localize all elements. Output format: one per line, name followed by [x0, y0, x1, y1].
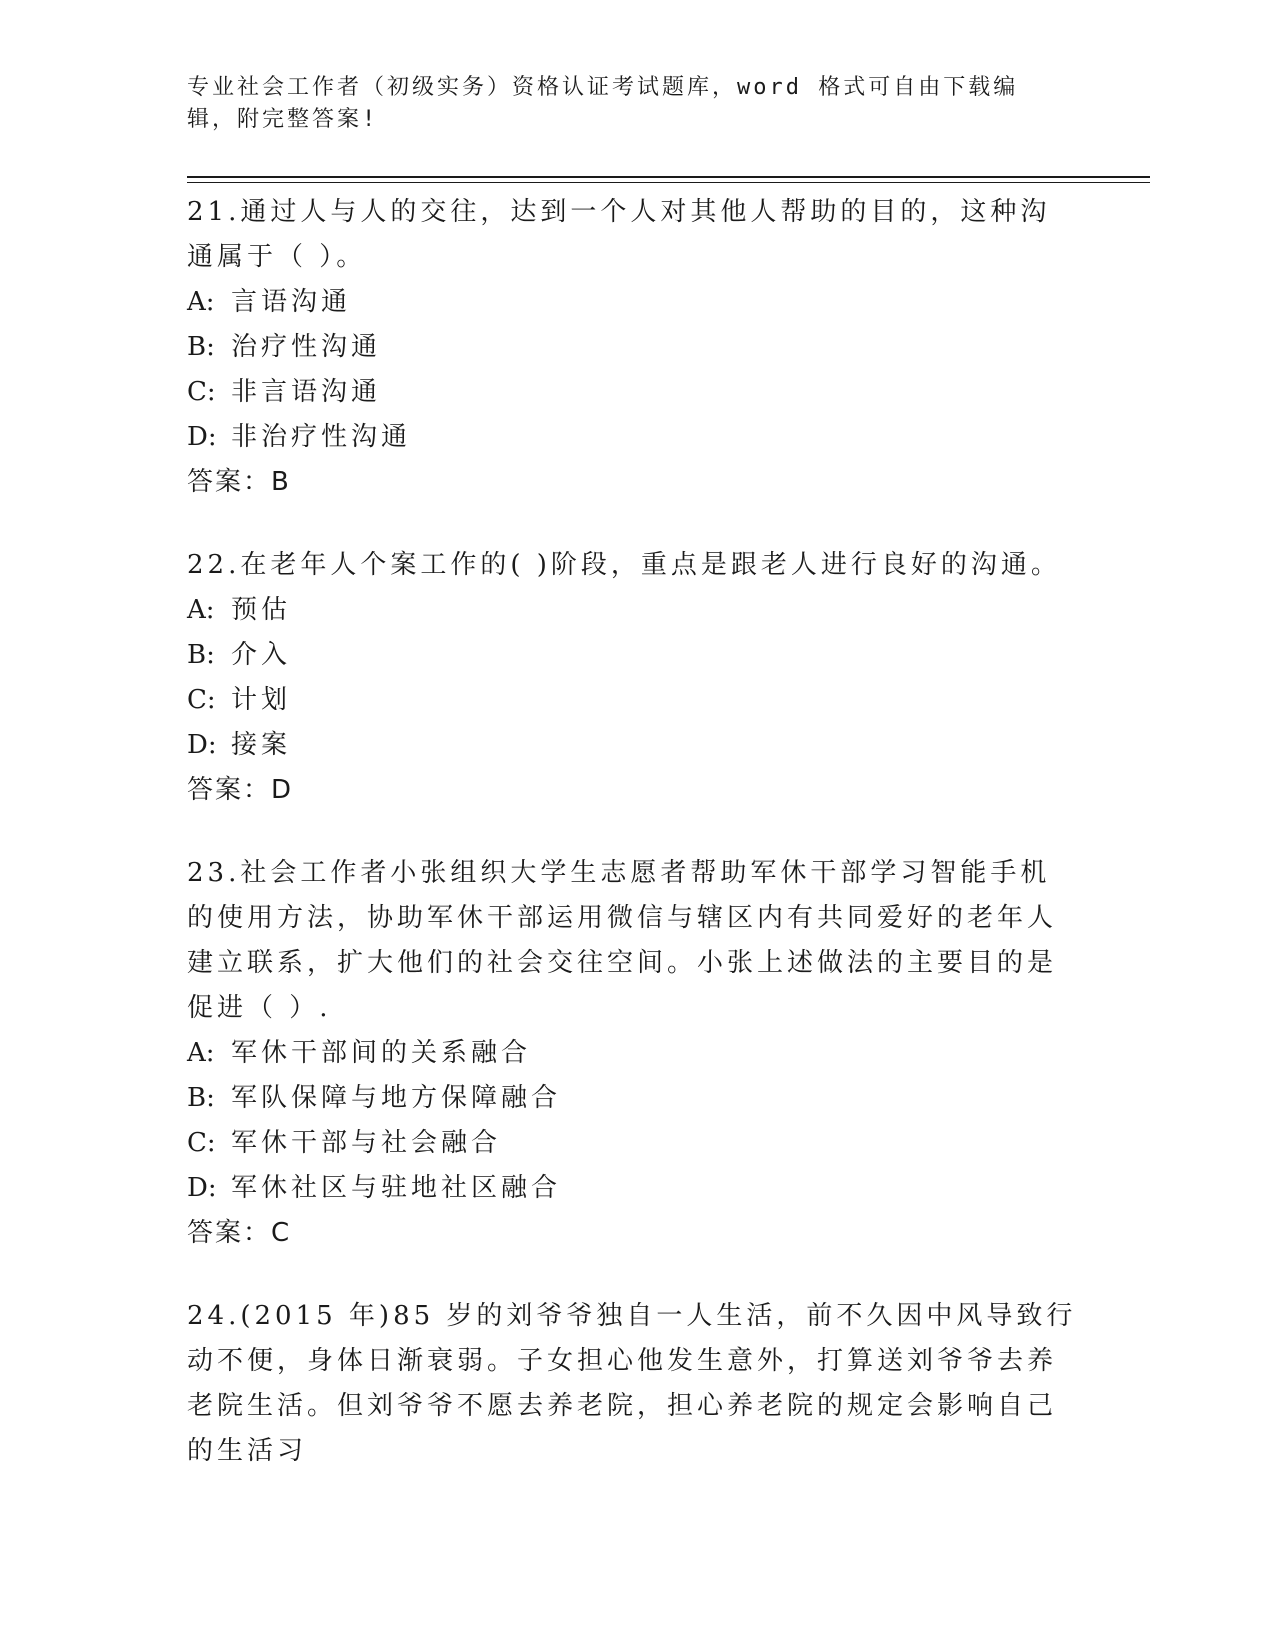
header-rule-thin — [187, 182, 1150, 183]
header-rule-thick — [187, 176, 1150, 178]
option-letter: A: — [187, 287, 215, 317]
option-letter: B: — [187, 1083, 215, 1113]
option-letter: A: — [187, 1038, 215, 1068]
question-24 — [187, 1294, 1077, 1474]
option-letter: C: — [187, 1128, 216, 1158]
question-22 — [187, 543, 1077, 813]
option-letter: D: — [187, 422, 217, 452]
option-text: 非言语沟通 — [231, 377, 382, 407]
option-text: 军休社区与驻地社区融合 — [231, 1173, 562, 1203]
option-text: 非治疗性沟通 — [231, 422, 412, 452]
option-letter: B: — [187, 332, 215, 362]
question-list — [187, 190, 1077, 1512]
option-c — [187, 370, 1077, 415]
option-text: 军休干部与社会融合 — [231, 1128, 502, 1158]
option-text: 治疗性沟通 — [231, 332, 382, 362]
question-stem: 23.社会工作者小张组织大学生志愿者帮助军休干部学习智能手机的使用方法，协助军休干部运用微信与辖区内有共同爱好的老年人建立联系，扩大他们的社会交往空间。小张上述做法的主要目的是促进（ ）. — [187, 858, 1058, 1023]
option-text: 军队保障与地方保障融合 — [231, 1083, 562, 1113]
option-a — [187, 280, 1077, 325]
answer-line: 答案：B — [187, 467, 291, 497]
option-a — [187, 1031, 1077, 1076]
option-text: 计划 — [231, 685, 292, 715]
option-letter: C: — [187, 377, 216, 407]
option-letter: A: — [187, 595, 215, 625]
answer-line: 答案：C — [187, 1218, 292, 1248]
option-b — [187, 1076, 1077, 1121]
option-d — [187, 723, 1077, 768]
option-letter: B: — [187, 640, 215, 670]
question-stem: 22.在老年人个案工作的( )阶段，重点是跟老人进行良好的沟通。 — [187, 550, 1061, 580]
option-a — [187, 588, 1077, 633]
option-c — [187, 1121, 1077, 1166]
option-letter: D: — [187, 730, 217, 760]
question-23 — [187, 851, 1077, 1256]
option-d — [187, 1166, 1077, 1211]
option-text: 军休干部间的关系融合 — [231, 1038, 532, 1068]
option-text: 预估 — [231, 595, 292, 625]
option-letter: C: — [187, 685, 216, 715]
option-letter: D: — [187, 1173, 217, 1203]
option-b — [187, 633, 1077, 678]
option-text: 言语沟通 — [231, 287, 352, 317]
question-stem: 21.通过人与人的交往，达到一个人对其他人帮助的目的，这种沟通属于（ ）。 — [187, 197, 1051, 272]
answer-line: 答案：D — [187, 775, 294, 805]
option-text: 接案 — [231, 730, 292, 760]
option-d — [187, 415, 1077, 460]
question-21 — [187, 190, 1077, 505]
page-header: 专业社会工作者（初级实务）资格认证考试题库，word 格式可自由下载编辑，附完整答案! — [187, 75, 1019, 132]
question-stem: 24.(2015 年)85 岁的刘爷爷独自一人生活，前不久因中风导致行动不便，身体日渐衰弱。子女担心他发生意外，打算送刘爷爷去养老院生活。但刘爷爷不愿去养老院，担心养老院的规定会影响自己的生活习 — [187, 1301, 1077, 1466]
option-text: 介入 — [231, 640, 292, 670]
option-c — [187, 678, 1077, 723]
option-b — [187, 325, 1077, 370]
